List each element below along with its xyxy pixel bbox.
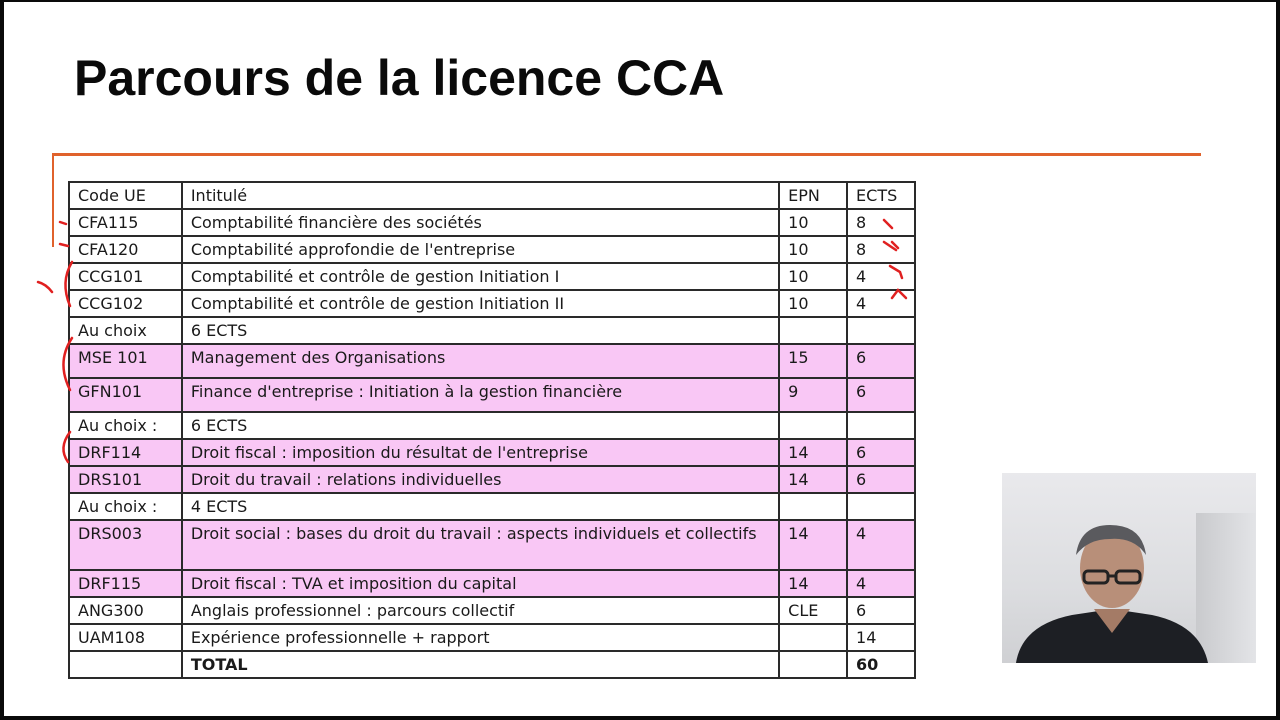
table-row [69, 597, 915, 624]
cell-ects: 6 [847, 344, 915, 378]
cell-ects: 6 [847, 597, 915, 624]
table-row [69, 209, 915, 236]
accent-line-vertical [52, 153, 54, 247]
table-row [69, 520, 915, 570]
cell-code: CFA115 [69, 209, 182, 236]
cell-epn: 10 [779, 290, 847, 317]
cell-title: Droit fiscal : TVA et imposition du capital [182, 570, 779, 597]
cell-epn: 14 [779, 466, 847, 493]
cell-title: Management des Organisations [182, 344, 779, 378]
cell-epn [779, 651, 847, 678]
cell-epn [779, 624, 847, 651]
ue-table [68, 181, 916, 679]
table-row-choice [69, 412, 915, 439]
cell-epn: 14 [779, 570, 847, 597]
cell-ects: 4 [847, 263, 915, 290]
cell-epn: 10 [779, 209, 847, 236]
cell-code: CFA120 [69, 236, 182, 263]
cell-title: Droit du travail : relations individuelles [182, 466, 779, 493]
cell-title: 6 ECTS [182, 412, 779, 439]
cell-ects: 4 [847, 290, 915, 317]
table-row [69, 624, 915, 651]
cell-ects: 8 [847, 236, 915, 263]
table-row [69, 466, 915, 493]
cell-code: Au choix : [69, 493, 182, 520]
cell-title: Droit fiscal : imposition du résultat de l'entreprise [182, 439, 779, 466]
table-row [69, 236, 915, 263]
cell-title: Comptabilité approfondie de l'entreprise [182, 236, 779, 263]
cell-title: Expérience professionnelle + rapport [182, 624, 779, 651]
cell-ects: 14 [847, 624, 915, 651]
cell-code: DRF114 [69, 439, 182, 466]
cell-title: Droit social : bases du droit du travail : aspects individuels et collectifs [182, 520, 779, 570]
accent-line-horizontal [52, 153, 1201, 156]
cell-ects: 6 [847, 466, 915, 493]
cell-epn: 10 [779, 236, 847, 263]
cell-code: Au choix : [69, 412, 182, 439]
cell-code: DRF115 [69, 570, 182, 597]
cell-code [69, 651, 182, 678]
table-row [69, 290, 915, 317]
cell-ects: 8 [847, 209, 915, 236]
cell-title: Comptabilité et contrôle de gestion Initiation I [182, 263, 779, 290]
cell-code: Au choix [69, 317, 182, 344]
table-row [69, 263, 915, 290]
cell-ects: 6 [847, 378, 915, 412]
total-label: TOTAL [182, 651, 779, 678]
cell-epn: 10 [779, 263, 847, 290]
header-ects: ECTS [847, 182, 915, 209]
cell-ects [847, 412, 915, 439]
cell-code: MSE 101 [69, 344, 182, 378]
table-row-choice [69, 493, 915, 520]
webcam-overlay [1002, 473, 1256, 663]
cell-title: Comptabilité et contrôle de gestion Initiation II [182, 290, 779, 317]
header-title: Intitulé [182, 182, 779, 209]
cell-code: CCG102 [69, 290, 182, 317]
cell-title: 6 ECTS [182, 317, 779, 344]
table-row [69, 570, 915, 597]
total-value: 60 [847, 651, 915, 678]
table-row [69, 344, 915, 378]
cell-code: ANG300 [69, 597, 182, 624]
cell-epn [779, 412, 847, 439]
cell-title: 4 ECTS [182, 493, 779, 520]
cell-epn: 9 [779, 378, 847, 412]
cell-ects: 4 [847, 570, 915, 597]
cell-ects [847, 317, 915, 344]
cell-code: CCG101 [69, 263, 182, 290]
table-row [69, 378, 915, 412]
table-header-row [69, 182, 915, 209]
cell-epn: 15 [779, 344, 847, 378]
table-row [69, 439, 915, 466]
table-row-choice [69, 317, 915, 344]
cell-code: GFN101 [69, 378, 182, 412]
cell-title: Finance d'entreprise : Initiation à la gestion financière [182, 378, 779, 412]
cell-title: Comptabilité financière des sociétés [182, 209, 779, 236]
cell-epn [779, 493, 847, 520]
cell-ects: 4 [847, 520, 915, 570]
header-epn: EPN [779, 182, 847, 209]
cell-epn: 14 [779, 439, 847, 466]
presenter-video [1002, 473, 1256, 663]
cell-epn [779, 317, 847, 344]
table-row-total [69, 651, 915, 678]
cell-title: Anglais professionnel : parcours collectif [182, 597, 779, 624]
cell-code: DRS003 [69, 520, 182, 570]
cell-ects [847, 493, 915, 520]
cell-ects: 6 [847, 439, 915, 466]
cell-epn: 14 [779, 520, 847, 570]
cell-epn: CLE [779, 597, 847, 624]
slide-title: Parcours de la licence CCA [74, 50, 725, 106]
header-code: Code UE [69, 182, 182, 209]
cell-code: DRS101 [69, 466, 182, 493]
cell-code: UAM108 [69, 624, 182, 651]
